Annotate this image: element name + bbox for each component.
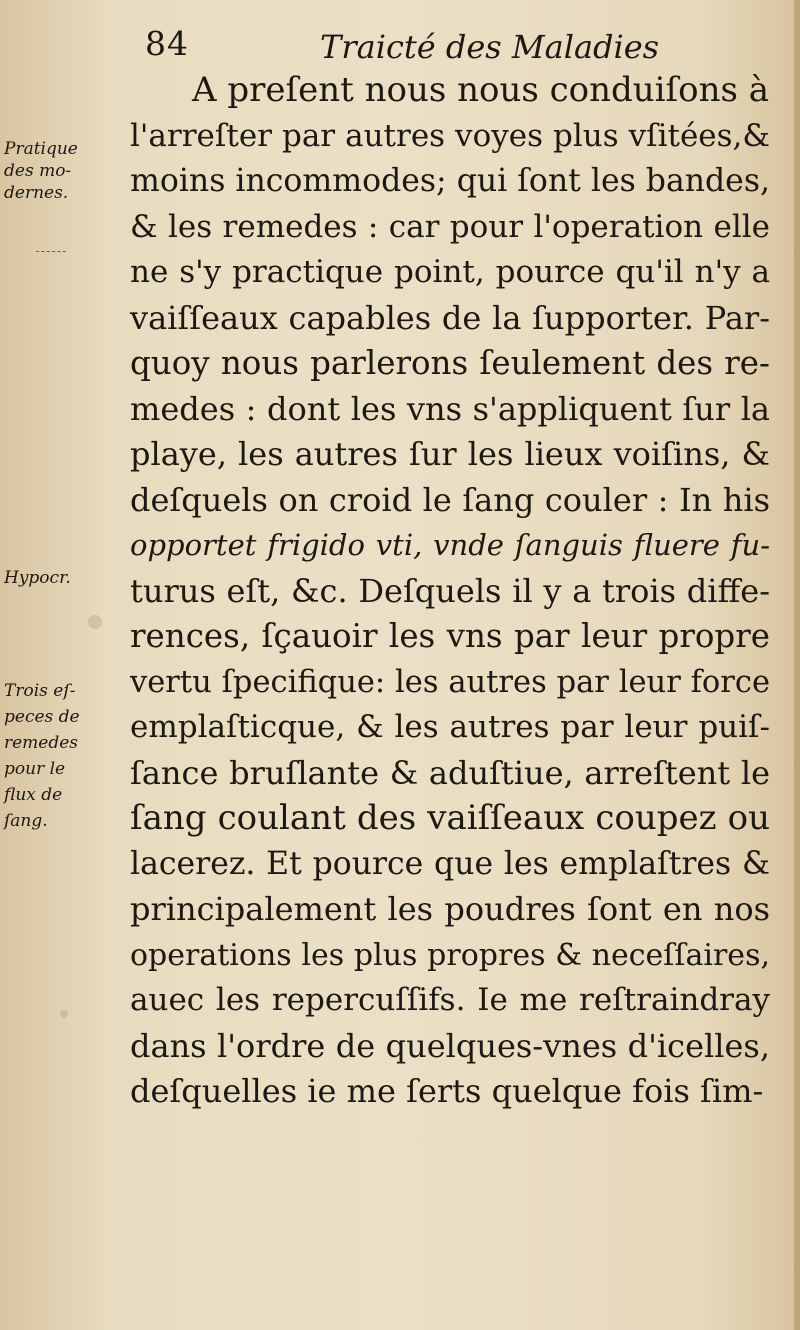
marginal-line: remedes [4,733,79,753]
page-number: 84 [145,24,189,63]
text-line: ſance bruſlante & aduſtiue, arreſtent le [130,753,770,792]
ink-smudge [60,1010,68,1018]
marginal-line: dernes. [4,183,69,203]
text-line: A preſent nous nous conduiſons à [192,70,770,110]
marginal-line: Hypocr. [4,568,71,588]
text-line: vaiſſeaux capables de la ſupporter. Par- [130,298,770,337]
text-line: rences, ſçauoir les vns par leur propre [130,617,770,655]
marginal-line: peces de [4,707,80,727]
text-line: dans l'ordre de quelques-vnes d'icelles, [130,1026,770,1065]
body-text [130,68,770,1115]
ink-smudge [88,615,102,629]
text-line: deſquels on croid le ſang couler : In his [130,480,770,519]
text-line-italic: opportet frigido vti, vnde ſanguis fluere fu- [130,528,770,562]
running-head [145,14,740,64]
marginal-line: Pratique [4,139,78,159]
text-line: ſang coulant des vaiſſeaux coupez ou [130,798,770,838]
text-line: turus eſt, &c. Deſquels il y a trois diffe- [130,571,770,610]
text-line: playe, les autres ſur les lieux voiſins, & [130,435,770,473]
text-line: principalement les poudres ſont en nos [130,890,770,928]
text-line: operations les plus propres & neceſſaires, [130,937,770,973]
page-edge [794,0,800,1330]
text-line: lacerez. Et pource que les emplaſtres & [130,845,770,882]
marginal-line: flux de [4,785,63,805]
text-line: l'arreſter par autres voyes plus vſitées,& [130,117,770,154]
marginal-note-trois-especes [4,678,124,834]
marginal-note-hypocr [4,567,124,589]
text-line: ne s'y practique point, pource qu'il n'y a [130,254,770,290]
marginal-line: ſang. [4,811,48,831]
marginal-rule [36,251,66,253]
marginal-note-pratique [4,138,124,204]
text-line: deſquelles ie me ſerts quelque fois ſim- [130,1072,764,1110]
text-line: auec les repercuſſifs. Ie me reſtraindray [130,982,770,1018]
text-line: medes : dont les vns s'appliquent ſur la [130,389,770,428]
marginal-line: des mo- [4,161,72,181]
text-line: quoy nous parlerons ſeulement des re- [130,344,770,382]
text-line: & les remedes : car pour l'operation elle [130,208,770,245]
text-line: vertu ſpecifique: les autres par leur force [130,664,770,700]
text-line: moins incommodes; qui ſont les bandes, [130,163,770,199]
running-title: Traicté des Maladies [320,28,660,66]
marginal-line: Trois eſ- [4,681,76,701]
marginal-line: pour le [4,759,66,779]
text-line: emplaſticque, & les autres par leur puiſ- [130,709,770,745]
